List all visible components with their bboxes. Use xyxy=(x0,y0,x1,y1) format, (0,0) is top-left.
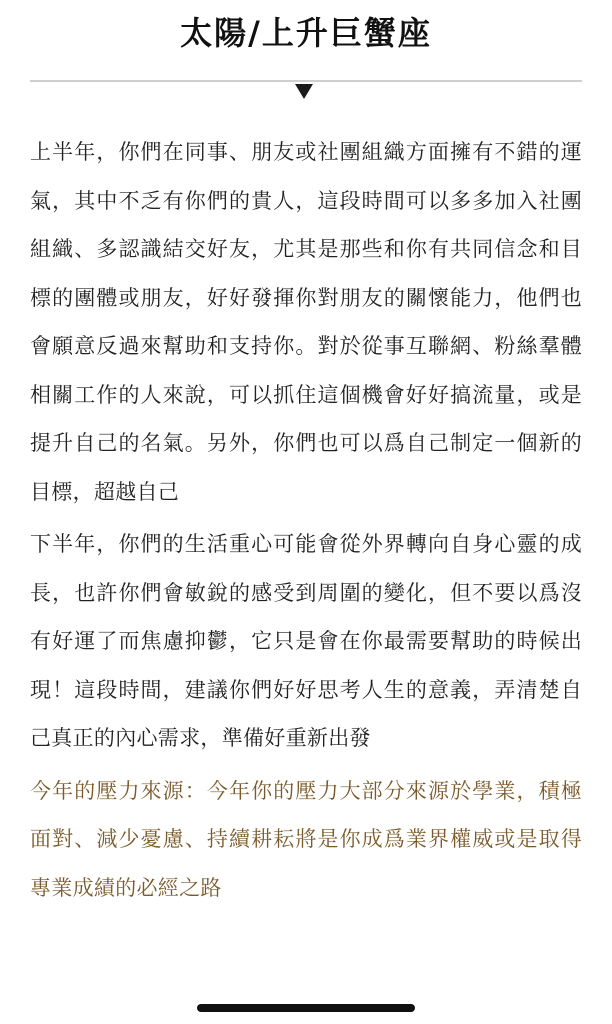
title-divider xyxy=(30,80,582,82)
paragraph-second-half: 下半年，你們的生活重心可能會從外界轉向自身心靈的成長，也許你們會敏銳的感受到周圍的變化，但不要以爲沒有好運了而焦慮抑鬱，它只是會在你最需要幫助的時候出現！這段時間，建議你們好好思考人生的意義，弄清楚自己真正的內心需求，準備好重新出發 xyxy=(30,532,582,750)
home-indicator[interactable] xyxy=(197,1004,415,1012)
article-body xyxy=(30,128,582,916)
down-triangle-icon xyxy=(295,84,313,99)
paragraph-first-half: 上半年，你們在同事、朋友或社團組織方面擁有不錯的運氣，其中不乏有你們的貴人，這段時間可以多多加入社團組織、多認識結交好友，尤其是那些和你有共同信念和目標的團體或朋友，好好發揮你對朋友的關懷能力，他們也會願意反過來幫助和支持你。對於從事互聯網、粉絲羣體相關工作的人來說，可以抓住這個機會好好搞流量，或是提升自己的名氣。另外，你們也可以爲自己制定一個新的目標，超越自己 xyxy=(30,140,582,504)
article-title: 太陽/上升巨蟹座 xyxy=(180,14,432,52)
stress-source-note: 今年的壓力來源：今年你的壓力大部分來源於學業，積極面對、減少憂慮、持續耕耘將是你成爲業界權威或是取得專業成績的必經之路 xyxy=(30,778,582,900)
